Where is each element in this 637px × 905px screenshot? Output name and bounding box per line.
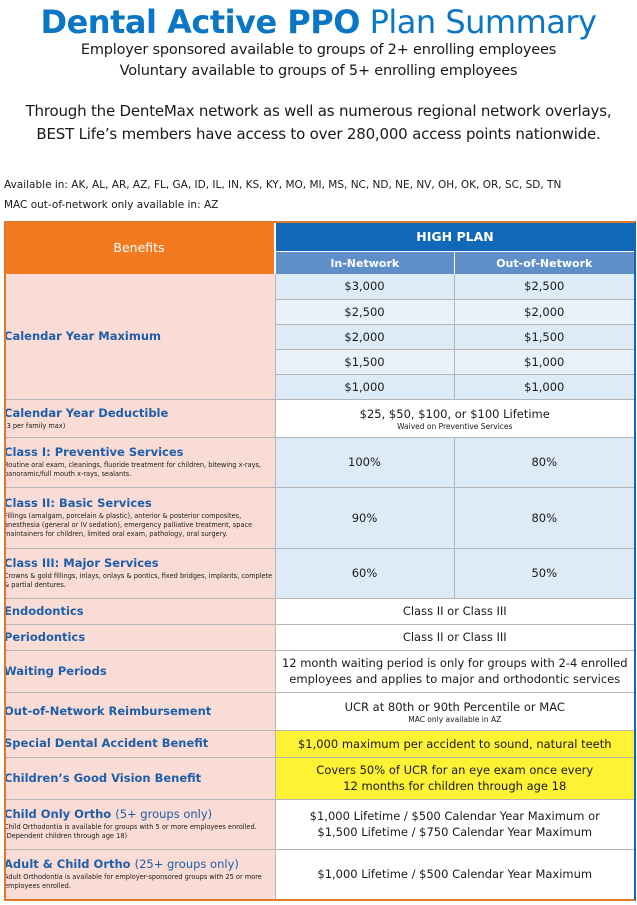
oon-reimbursement-note: MAC only available in AZ <box>408 714 502 724</box>
subtitle-line-1: Employer sponsored available to groups of 2+ enrolling employees <box>80 42 557 58</box>
class-1-label: Class I: Preventive Services <box>4 445 184 459</box>
class-2-label: Class II: Basic Services <box>4 496 152 510</box>
waiting-periods-label: Waiting Periods <box>4 663 107 678</box>
class-3-label: Class III: Major Services <box>4 556 159 570</box>
class-3-note: Crowns & gold fillings, inlays, onlays & pontics, fixed bridges, implants, complete & partial dentures. <box>4 572 273 589</box>
oon-reimbursement-value: UCR at 80th or 90th Percentile or MAC <box>344 699 565 714</box>
cym-out-network-value: $2,000 <box>454 299 634 324</box>
adult-ortho-title <box>4 857 275 872</box>
benefits-header: Benefits <box>4 221 275 274</box>
page-title <box>0 2 637 42</box>
title-bold: Dental Active PPO <box>40 3 360 41</box>
calendar-year-maximum-label: Calendar Year Maximum <box>4 328 162 343</box>
class-1-note: Routine oral exam, cleanings, fluoride treatment for children, bitewing x-rays, panoramic/full mouth x-rays, sealants. <box>4 461 262 478</box>
vision-benefit-value-cell <box>275 757 634 799</box>
waiting-periods-line-1: 12 month waiting period is only for groups with 2-4 enrolled <box>281 656 628 670</box>
cym-in-network-value: $2,000 <box>275 324 454 349</box>
adult-ortho-note: Adult Orthodontia is available for employer-sponsored groups with 25 or more employees enrolled. <box>4 873 262 891</box>
dental-accident-value: $1,000 maximum per accident to sound, natural teeth <box>275 730 634 757</box>
cym-out-network-value: $1,500 <box>454 324 634 349</box>
child-ortho-sub: (5+ groups only) <box>115 807 213 821</box>
child-ortho-title <box>4 807 275 822</box>
cym-out-network-value: $2,500 <box>454 274 634 299</box>
cym-in-network-value: $1,000 <box>275 374 454 399</box>
adult-ortho-cell <box>4 849 275 899</box>
cym-in-network-value: $1,500 <box>275 349 454 374</box>
oon-reimbursement-value-cell <box>275 692 634 730</box>
class-3-cell <box>4 548 275 598</box>
periodontics-cell <box>4 624 275 650</box>
vision-benefit-cell <box>4 757 275 799</box>
intro-line-2: BEST Life’s members have access to over 280,000 access points nationwide. <box>36 125 601 143</box>
class-2-cell <box>4 487 275 548</box>
adult-ortho-value: $1,000 Lifetime / $500 Calendar Year Maximum <box>275 849 634 899</box>
deductible-cell <box>4 399 275 437</box>
waiting-periods-cell <box>4 650 275 692</box>
oon-reimbursement-label: Out-of-Network Reimbursement <box>4 703 212 718</box>
dental-accident-cell <box>4 730 275 757</box>
cym-in-network-value: $2,500 <box>275 299 454 324</box>
calendar-year-maximum-cell <box>4 274 275 399</box>
high-plan-header: HIGH PLAN <box>275 221 634 252</box>
vision-benefit-line-1: Covers 50% of UCR for an eye exam once every <box>316 763 594 777</box>
waiting-periods-line-2: employees and applies to major and orthodontic services <box>289 672 621 686</box>
child-ortho-cell <box>4 799 275 849</box>
cym-out-network-value: $1,000 <box>454 349 634 374</box>
deductible-label: Calendar Year Deductible <box>4 405 169 420</box>
plan-summary-table <box>4 221 634 899</box>
class-1-out-network-value: 80% <box>454 437 634 487</box>
child-ortho-value-cell <box>275 799 634 849</box>
subtitle-line-2: Voluntary available to groups of 5+ enrolling employees <box>119 63 518 79</box>
oon-reimbursement-cell <box>4 692 275 730</box>
child-ortho-note: Child Orthodontia is available for groups with 5 or more employees enrolled. (Dependent children through age 18) <box>4 823 257 840</box>
dental-accident-label: Special Dental Accident Benefit <box>4 736 209 750</box>
class-1-in-network-value: 100% <box>275 437 454 487</box>
waiting-periods-value-cell <box>275 650 634 692</box>
adult-ortho-sub: (25+ groups only) <box>134 857 239 872</box>
deductible-value-note: Waived on Preventive Services <box>397 421 513 431</box>
deductible-value: $25, $50, $100, or $100 Lifetime <box>359 406 550 421</box>
periodontics-value: Class II or Class III <box>275 624 634 650</box>
in-network-header: In-Network <box>275 252 454 275</box>
vision-benefit-line-2: 12 months for children through age 18 <box>343 779 567 793</box>
endodontics-value: Class II or Class III <box>275 598 634 624</box>
deductible-note: (3 per family max) <box>4 421 66 430</box>
mac-only-states: MAC out-of-network only available in: AZ <box>4 199 219 211</box>
endodontics-label: Endodontics <box>4 603 84 618</box>
child-ortho-label: Child Only Ortho <box>4 807 112 821</box>
periodontics-label: Periodontics <box>4 629 86 644</box>
child-ortho-line-1: $1,000 Lifetime / $500 Calendar Year Maximum or <box>309 809 600 823</box>
title-light: Plan Summary <box>369 3 597 41</box>
vision-benefit-label: Children’s Good Vision Benefit <box>4 770 202 785</box>
deductible-value-cell <box>275 399 634 437</box>
available-states: Available in: AK, AL, AR, AZ, FL, GA, ID, IL, IN, KS, KY, MO, MI, MS, NC, ND, NE, NV, OH, OK, OR, SC, SD, TN <box>4 179 562 191</box>
class-2-in-network-value: 90% <box>275 487 454 548</box>
cym-in-network-value: $3,000 <box>275 274 454 299</box>
adult-ortho-label: Adult & Child Ortho <box>4 857 131 872</box>
intro-line-1: Through the DenteMax network as well as numerous regional network overlays, <box>25 102 612 120</box>
class-2-out-network-value: 80% <box>454 487 634 548</box>
out-of-network-header: Out-of-Network <box>454 252 634 275</box>
class-1-cell <box>4 437 275 487</box>
class-3-in-network-value: 60% <box>275 548 454 598</box>
class-3-out-network-value: 50% <box>454 548 634 598</box>
endodontics-cell <box>4 598 275 624</box>
class-2-note: Fillings (amalgam, porcelain & plastic), anterior & posterior composites, anesthesia (general or IV sedation), emergency palliative treatment, space maintainers for children, limited oral exam, pathology, oral surgery. <box>4 512 253 538</box>
cym-out-network-value: $1,000 <box>454 374 634 399</box>
child-ortho-line-2: $1,500 Lifetime / $750 Calendar Year Maximum <box>317 825 593 839</box>
